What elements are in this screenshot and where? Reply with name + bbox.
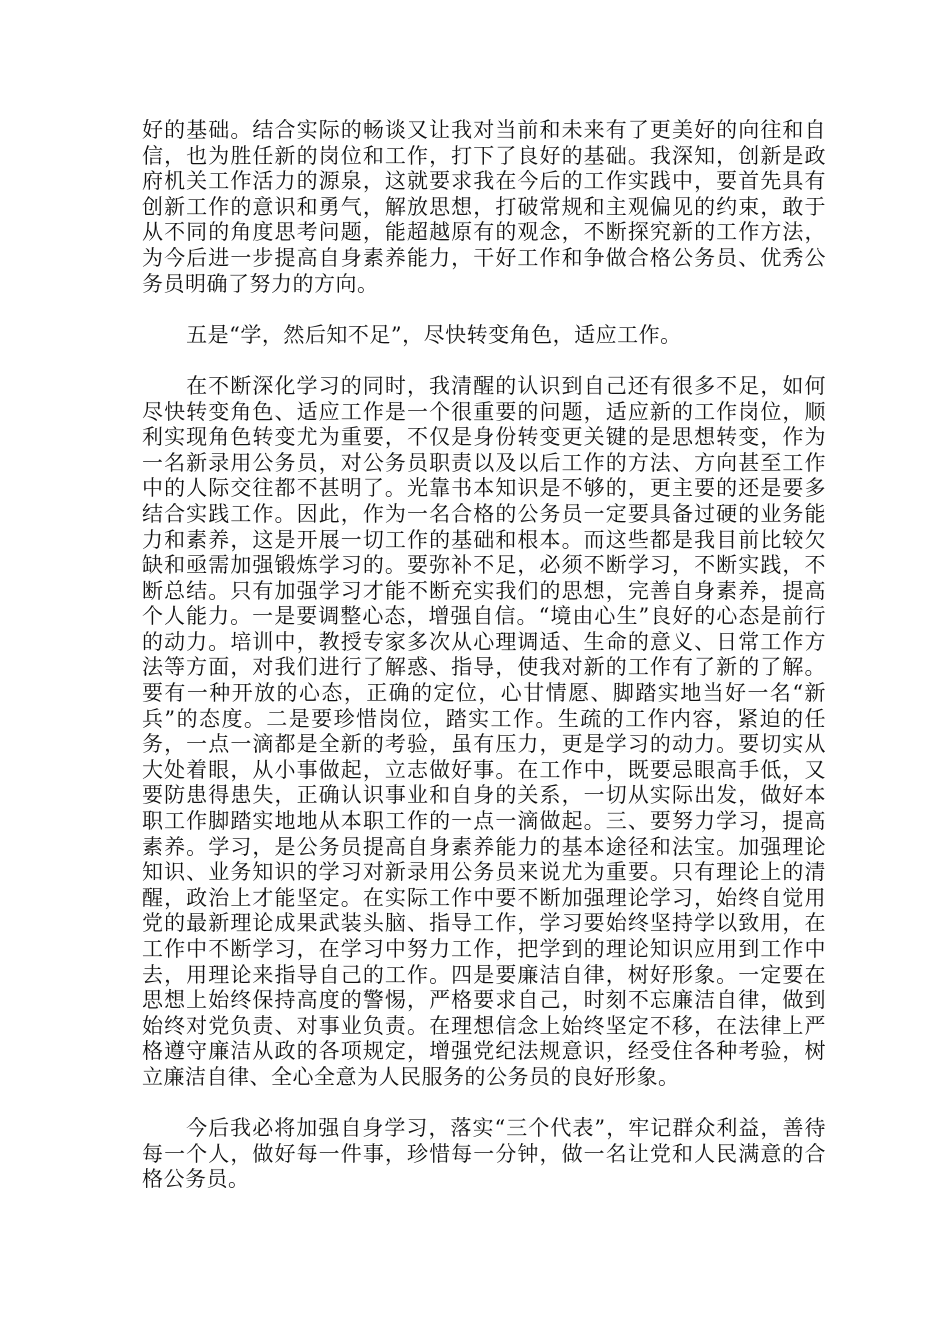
paragraph-body: 在不断深化学习的同时，我清醒的认识到自己还有很多不足，如何尽快转变角色、适应工作是一个很重要的问题，适应新的工作岗位，顺利实现角色转变尤为重要，不仅是身份转变更关键的是思想转变，作为一名新录用公务员，对公务员职责以及以后工作的方法、方向甚至工作中的人际交往都不甚明了。光靠书本知识是不够的，更主要的还是要多结合实践工作。因此，作为一名合格的公务员一定要具备过硬的业务能力和素养，这是开展一切工作的基础和根本。而这些都是我目前比较欠缺和亟需加强锻炼学习的。要弥补不足，必须不断学习，不断实践，不断总结。只有加强学习才能不断充实我们的思想，完善自身素养，提高个人能力。一是要调整心态，增强自信。“境由心生”良好的心态是前行的动力。培训中，教授专家多次从心理调适、生命的意义、日常工作方法等方面，对我们进行了解惑、指导，使我对新的工作有了新的了解。要有一种开放的心态，正确的定位，心甘情愿、脚踏实地当好一名“新兵”的态度。二是要珍惜岗位，踏实工作。生疏的工作内容，紧迫的任务，一点一滴都是全新的考验，虽有压力，更是学习的动力。要切实从大处着眼，从小事做起，立志做好事。在工作中，既要忌眼高手低，又要防患得患失，正确认识事业和自身的关系，一切从实际出发，做好本职工作脚踏实地地从本职工作的一点一滴做起。三、要努力学习，提高素养。学习，是公务员提高自身素养能力的基本途径和法宝。加强理论知识、业务知识的学习对新录用公务员来说尤为重要。只有理论上的清醒，政治上才能坚定。在实际工作中要不断加强理论学习，始终自觉用党的最新理论成果武装头脑、指导工作，学习要始终坚持学以致用，在工作中不断学习，在学习中努力工作，把学到的理论知识应用到工作中去，用理论来指导自己的工作。四是要廉洁自律，树好形象。一定要在思想上始终保持高度的警惕，严格要求自己，时刻不忘廉洁自律，做到始终对党负责、对事业负责。在理想信念上始终坚定不移，在法律上严格遵守廉洁从政的各项规定，增强党纪法规意识，经受住各种考验，树立廉洁自律、全心全意为人民服务的公务员的良好形象。 [142, 373, 826, 1089]
paragraph-spacer [142, 297, 826, 323]
paragraph-spacer [142, 348, 826, 374]
paragraph-spacer [142, 1091, 826, 1117]
paragraph-closing: 今后我必将加强自身学习，落实“三个代表”，牢记群众利益，善待每一个人，做好每一件事，珍惜每一分钟，做一名让党和人民满意的合格公务员。 [142, 1116, 826, 1192]
section-heading-five: 五是“学，然后知不足”，尽快转变角色，适应工作。 [186, 322, 682, 347]
paragraph-continuation: 好的基础。结合实际的畅谈又让我对当前和未来有了更美好的向往和自信，也为胜任新的岗位和工作，打下了良好的基础。我深知，创新是政府机关工作活力的源泉，这就要求我在今后的工作实践中，要首先具有创新工作的意识和勇气，解放思想，打破常规和主观偏见的约束，敢于从不同的角度思考问题，能超越原有的观念，不断探究新的工作方法，为今后进一步提高自身素养能力，干好工作和争做合格公务员、优秀公务员明确了努力的方向。 [142, 118, 826, 296]
document-body [142, 118, 826, 1193]
